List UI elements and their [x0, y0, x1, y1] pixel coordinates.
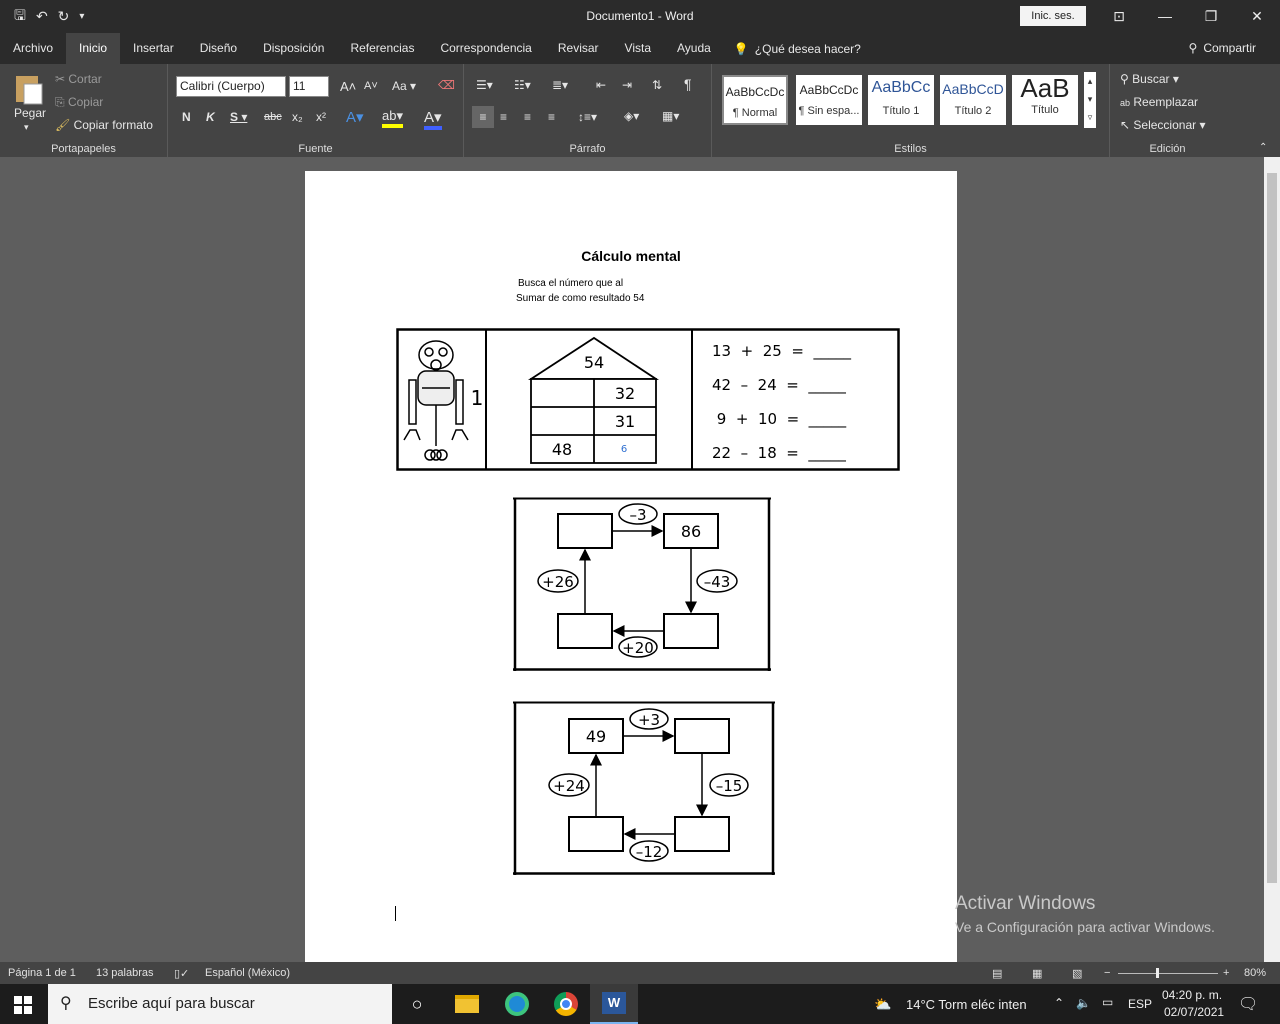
known-value: 86 [680, 522, 702, 541]
clipboard-icon [12, 72, 46, 106]
house-cell: 31 [614, 412, 636, 431]
status-bar [0, 962, 1280, 984]
zoom-slider[interactable] [1118, 973, 1218, 974]
operation-label: +3 [637, 711, 661, 729]
clear-format-icon[interactable]: ⌫ [438, 78, 455, 92]
numbering-icon[interactable]: ☷▾ [514, 78, 531, 92]
exercise-number: 1 [470, 386, 484, 410]
style-heading-1[interactable] [868, 75, 934, 125]
style-name: ¶ Normal [732, 107, 778, 119]
signin-button[interactable]: Inic. ses. [1020, 6, 1086, 26]
font-group [168, 64, 464, 157]
editing-group [1110, 64, 1225, 157]
operation-label: –12 [635, 843, 663, 861]
grow-font-icon[interactable]: A˄ [340, 79, 357, 94]
minimize-icon[interactable]: — [1158, 8, 1172, 24]
clock-date[interactable]: 02/07/2021 [1164, 1005, 1225, 1019]
cut-label: Cortar [68, 72, 102, 86]
quick-access-toolbar [14, 5, 84, 29]
redo-icon[interactable]: ↻ [57, 8, 70, 24]
tab-revisar[interactable]: Revisar [557, 41, 599, 55]
tell-me-box[interactable] [724, 42, 861, 56]
line-spacing-icon[interactable]: ↕≡▾ [578, 110, 598, 124]
collapse-ribbon-icon[interactable]: ⌃ [1259, 142, 1268, 153]
bold-icon[interactable]: N [182, 110, 191, 124]
house-cell: 48 [551, 440, 573, 459]
zoom-in-icon[interactable]: + [1223, 967, 1230, 979]
equation: 13 + 25 = _____ [712, 342, 851, 360]
editing-group-label: Edición [1149, 143, 1186, 155]
style-name: ¶ Sin espa... [798, 105, 860, 117]
style-preview: AaBbCcD [942, 81, 1004, 97]
proofing-icon[interactable]: ▯✓ [174, 968, 190, 980]
document-page[interactable] [305, 171, 957, 962]
share-button[interactable] [1189, 41, 1256, 55]
styles-scroll[interactable]: ▴ ▾ ▿ [1084, 72, 1096, 128]
font-color-icon[interactable]: A▾ [424, 108, 442, 130]
brush-icon: 🖌 [55, 118, 71, 132]
justify-icon[interactable]: ≡ [548, 110, 556, 124]
word-count[interactable]: 13 palabras [96, 967, 154, 979]
tab-ayuda[interactable]: Ayuda [677, 41, 711, 55]
zoom-slider-thumb[interactable] [1156, 968, 1159, 978]
operation-label: +26 [542, 573, 574, 591]
person-icon: ⚲ [1188, 41, 1198, 55]
style-preview: AaBbCc [871, 79, 931, 96]
style-name: Título 2 [954, 105, 992, 117]
clipboard-group-label: Portapapeles [51, 143, 116, 155]
document-instruction-line-2: Sumar de como resultado 54 [516, 293, 645, 304]
replace-button[interactable] [1120, 95, 1198, 109]
align-center-icon[interactable]: ≡ [500, 110, 508, 124]
weather-text[interactable]: 14°C Torm eléc inten [906, 997, 1027, 1012]
watermark-line-2: Ve a Configuración para activar Windows. [955, 919, 1215, 935]
document-instruction-line-1: Busca el número que al [518, 278, 624, 289]
style-preview: AaBbCcDc [725, 85, 785, 99]
document-title: Cálculo mental [581, 248, 681, 264]
word-icon: W [602, 992, 626, 1014]
weather-icon[interactable]: ⛅ [874, 996, 892, 1012]
multilevel-list-icon[interactable]: ≣▾ [552, 78, 569, 92]
windows-start-icon[interactable] [14, 996, 32, 1014]
restore-icon[interactable]: ❐ [1204, 8, 1218, 24]
paste-button[interactable] [12, 72, 46, 109]
volume-icon[interactable]: 🔈 [1076, 996, 1091, 1010]
format-painter-label: Copiar formato [73, 118, 153, 132]
shrink-font-icon[interactable]: A˅ [364, 80, 378, 92]
house-cell: 32 [614, 384, 636, 403]
equation: 42 – 24 = _____ [712, 376, 846, 394]
style-heading-2[interactable] [940, 75, 1006, 125]
copy-label: Copiar [67, 95, 104, 109]
close-icon[interactable]: ✕ [1251, 8, 1263, 24]
style-title[interactable] [1012, 75, 1078, 125]
ribbon-display-options-icon[interactable]: ⊡ [1113, 8, 1125, 24]
show-marks-icon[interactable]: ¶ [684, 76, 692, 92]
text-effects-icon[interactable]: A▾ [346, 109, 364, 126]
tell-me-label: ¿Qué desea hacer? [754, 41, 861, 56]
word-taskbar-button[interactable] [590, 984, 638, 1024]
operation-label: –3 [629, 506, 647, 524]
window-title: Documento1 - Word [586, 9, 694, 23]
save-icon[interactable]: 🖫 [14, 6, 26, 23]
paste-dropdown-icon[interactable]: ▾ [24, 122, 29, 132]
input-language[interactable]: ESP [1128, 997, 1153, 1011]
tab-disposicion[interactable]: Disposición [263, 41, 325, 55]
paste-label: Pegar [14, 106, 47, 120]
select-button[interactable]: ↖ Seleccionar ▾ [1120, 118, 1206, 132]
equation: 22 – 18 = _____ [712, 444, 846, 462]
replace-icon: ab [1120, 98, 1131, 108]
page-count[interactable]: Página 1 de 1 [8, 967, 76, 979]
tab-diseno[interactable]: Diseño [199, 41, 238, 55]
tray-chevron-icon[interactable]: ⌃ [1054, 996, 1065, 1010]
underline-icon[interactable]: S ▾ [230, 110, 248, 124]
operation-label: +24 [553, 777, 585, 795]
cycle-exercise-2 [510, 701, 775, 876]
tab-referencias[interactable]: Referencias [350, 41, 415, 55]
change-case-icon[interactable]: Aa ▾ [392, 79, 417, 93]
find-button[interactable]: ⚲ Buscar ▾ [1120, 72, 1179, 86]
watermark-line-1: Activar Windows [955, 893, 1096, 914]
select-label: Seleccionar [1133, 118, 1197, 132]
web-layout-icon[interactable]: ▧ [1072, 968, 1083, 980]
replace-label: Reemplazar [1133, 95, 1199, 109]
align-left-icon[interactable]: ≡ [472, 106, 494, 128]
taskbar [0, 984, 1280, 1024]
tab-archivo[interactable]: Archivo [13, 41, 54, 55]
edge-icon[interactable] [502, 989, 532, 1019]
italic-icon[interactable]: K [206, 110, 215, 124]
cursor-icon: ↖ [1120, 118, 1131, 132]
copy-button[interactable]: ⎘ Copiar [55, 95, 104, 109]
style-name: Título [1031, 104, 1059, 116]
ribbon-tabs [0, 33, 1280, 64]
clipboard-group [0, 64, 168, 157]
style-normal[interactable] [722, 75, 788, 125]
vertical-scrollbar[interactable] [1264, 157, 1280, 962]
title-bar [0, 0, 1280, 33]
tab-insertar[interactable]: Insertar [133, 41, 174, 55]
search-icon: ⚲ [60, 995, 72, 1012]
chrome-icon[interactable] [551, 989, 581, 1019]
text-cursor [395, 906, 396, 921]
cycle-exercise-1 [510, 497, 772, 672]
operation-label: –43 [703, 573, 731, 591]
notification-icon[interactable]: 🗨 [1238, 996, 1259, 1013]
style-preview: AaBbCcDc [799, 83, 859, 97]
ribbon [0, 64, 1280, 157]
taskbar-search-box[interactable] [48, 984, 392, 1024]
zoom-level[interactable]: 80% [1244, 967, 1267, 979]
align-right-icon[interactable]: ≡ [524, 110, 532, 124]
share-label: Compartir [1203, 41, 1256, 55]
activation-watermark [955, 893, 1215, 935]
bullets-icon[interactable]: ☰▾ [476, 78, 493, 92]
styles-group-label: Estilos [894, 143, 927, 155]
format-painter-button[interactable] [55, 118, 153, 132]
network-icon[interactable]: ▭ [1102, 995, 1114, 1009]
house-top-number: 54 [583, 353, 605, 372]
task-view-icon[interactable]: ○ [411, 994, 423, 1014]
known-value: 49 [585, 727, 607, 746]
house-cell-answer: 6 [620, 444, 628, 455]
strikethrough-icon[interactable]: abc [264, 111, 282, 123]
font-size-combo[interactable]: 11 [289, 76, 329, 97]
clock-time[interactable]: 04:20 p. m. [1162, 988, 1223, 1002]
lightbulb-icon: 💡 [733, 41, 749, 56]
sort-icon[interactable]: ⇅ [652, 78, 663, 92]
operation-label: –15 [715, 777, 743, 795]
scroll-thumb[interactable] [1267, 173, 1277, 883]
zoom-out-icon[interactable]: − [1104, 967, 1111, 979]
superscript-icon[interactable]: x² [316, 110, 326, 124]
file-explorer-icon[interactable] [452, 989, 482, 1019]
equation: 9 + 10 = _____ [712, 410, 847, 428]
print-layout-icon[interactable]: ▦ [1032, 968, 1043, 980]
exercise-1-figure [396, 328, 901, 473]
styles-group [712, 64, 1110, 157]
language-indicator[interactable]: Español (México) [205, 967, 290, 979]
subscript-icon[interactable]: x₂ [292, 110, 303, 124]
shading-icon[interactable]: ◈▾ [624, 109, 640, 123]
paragraph-group-label: Párrafo [569, 143, 606, 155]
operation-label: +20 [622, 639, 654, 657]
decrease-indent-icon[interactable]: ⇤ [596, 78, 607, 92]
font-group-label: Fuente [298, 143, 333, 155]
cut-button[interactable]: ✂ Cortar [55, 72, 102, 86]
tab-inicio[interactable]: Inicio [66, 33, 120, 64]
style-no-spacing[interactable] [796, 75, 862, 125]
tab-correspondencia[interactable]: Correspondencia [440, 41, 532, 55]
increase-indent-icon[interactable]: ⇥ [622, 78, 633, 92]
tab-vista[interactable]: Vista [624, 41, 652, 55]
highlight-icon[interactable]: ab▾ [382, 108, 403, 128]
style-name: Título 1 [882, 105, 920, 117]
read-mode-icon[interactable]: ▤ [992, 968, 1003, 980]
search-icon: ⚲ [1120, 72, 1129, 86]
borders-icon[interactable]: ▦▾ [662, 109, 680, 123]
paragraph-group [464, 64, 712, 157]
style-preview: AaB [1020, 73, 1070, 103]
customize-toolbar-icon[interactable]: ▾ [79, 11, 85, 22]
font-name-combo[interactable]: Calibri (Cuerpo) [176, 76, 286, 97]
find-label: Buscar [1132, 72, 1170, 86]
search-placeholder: Escribe aquí para buscar [88, 995, 255, 1012]
undo-icon[interactable]: ↶ [35, 8, 48, 24]
